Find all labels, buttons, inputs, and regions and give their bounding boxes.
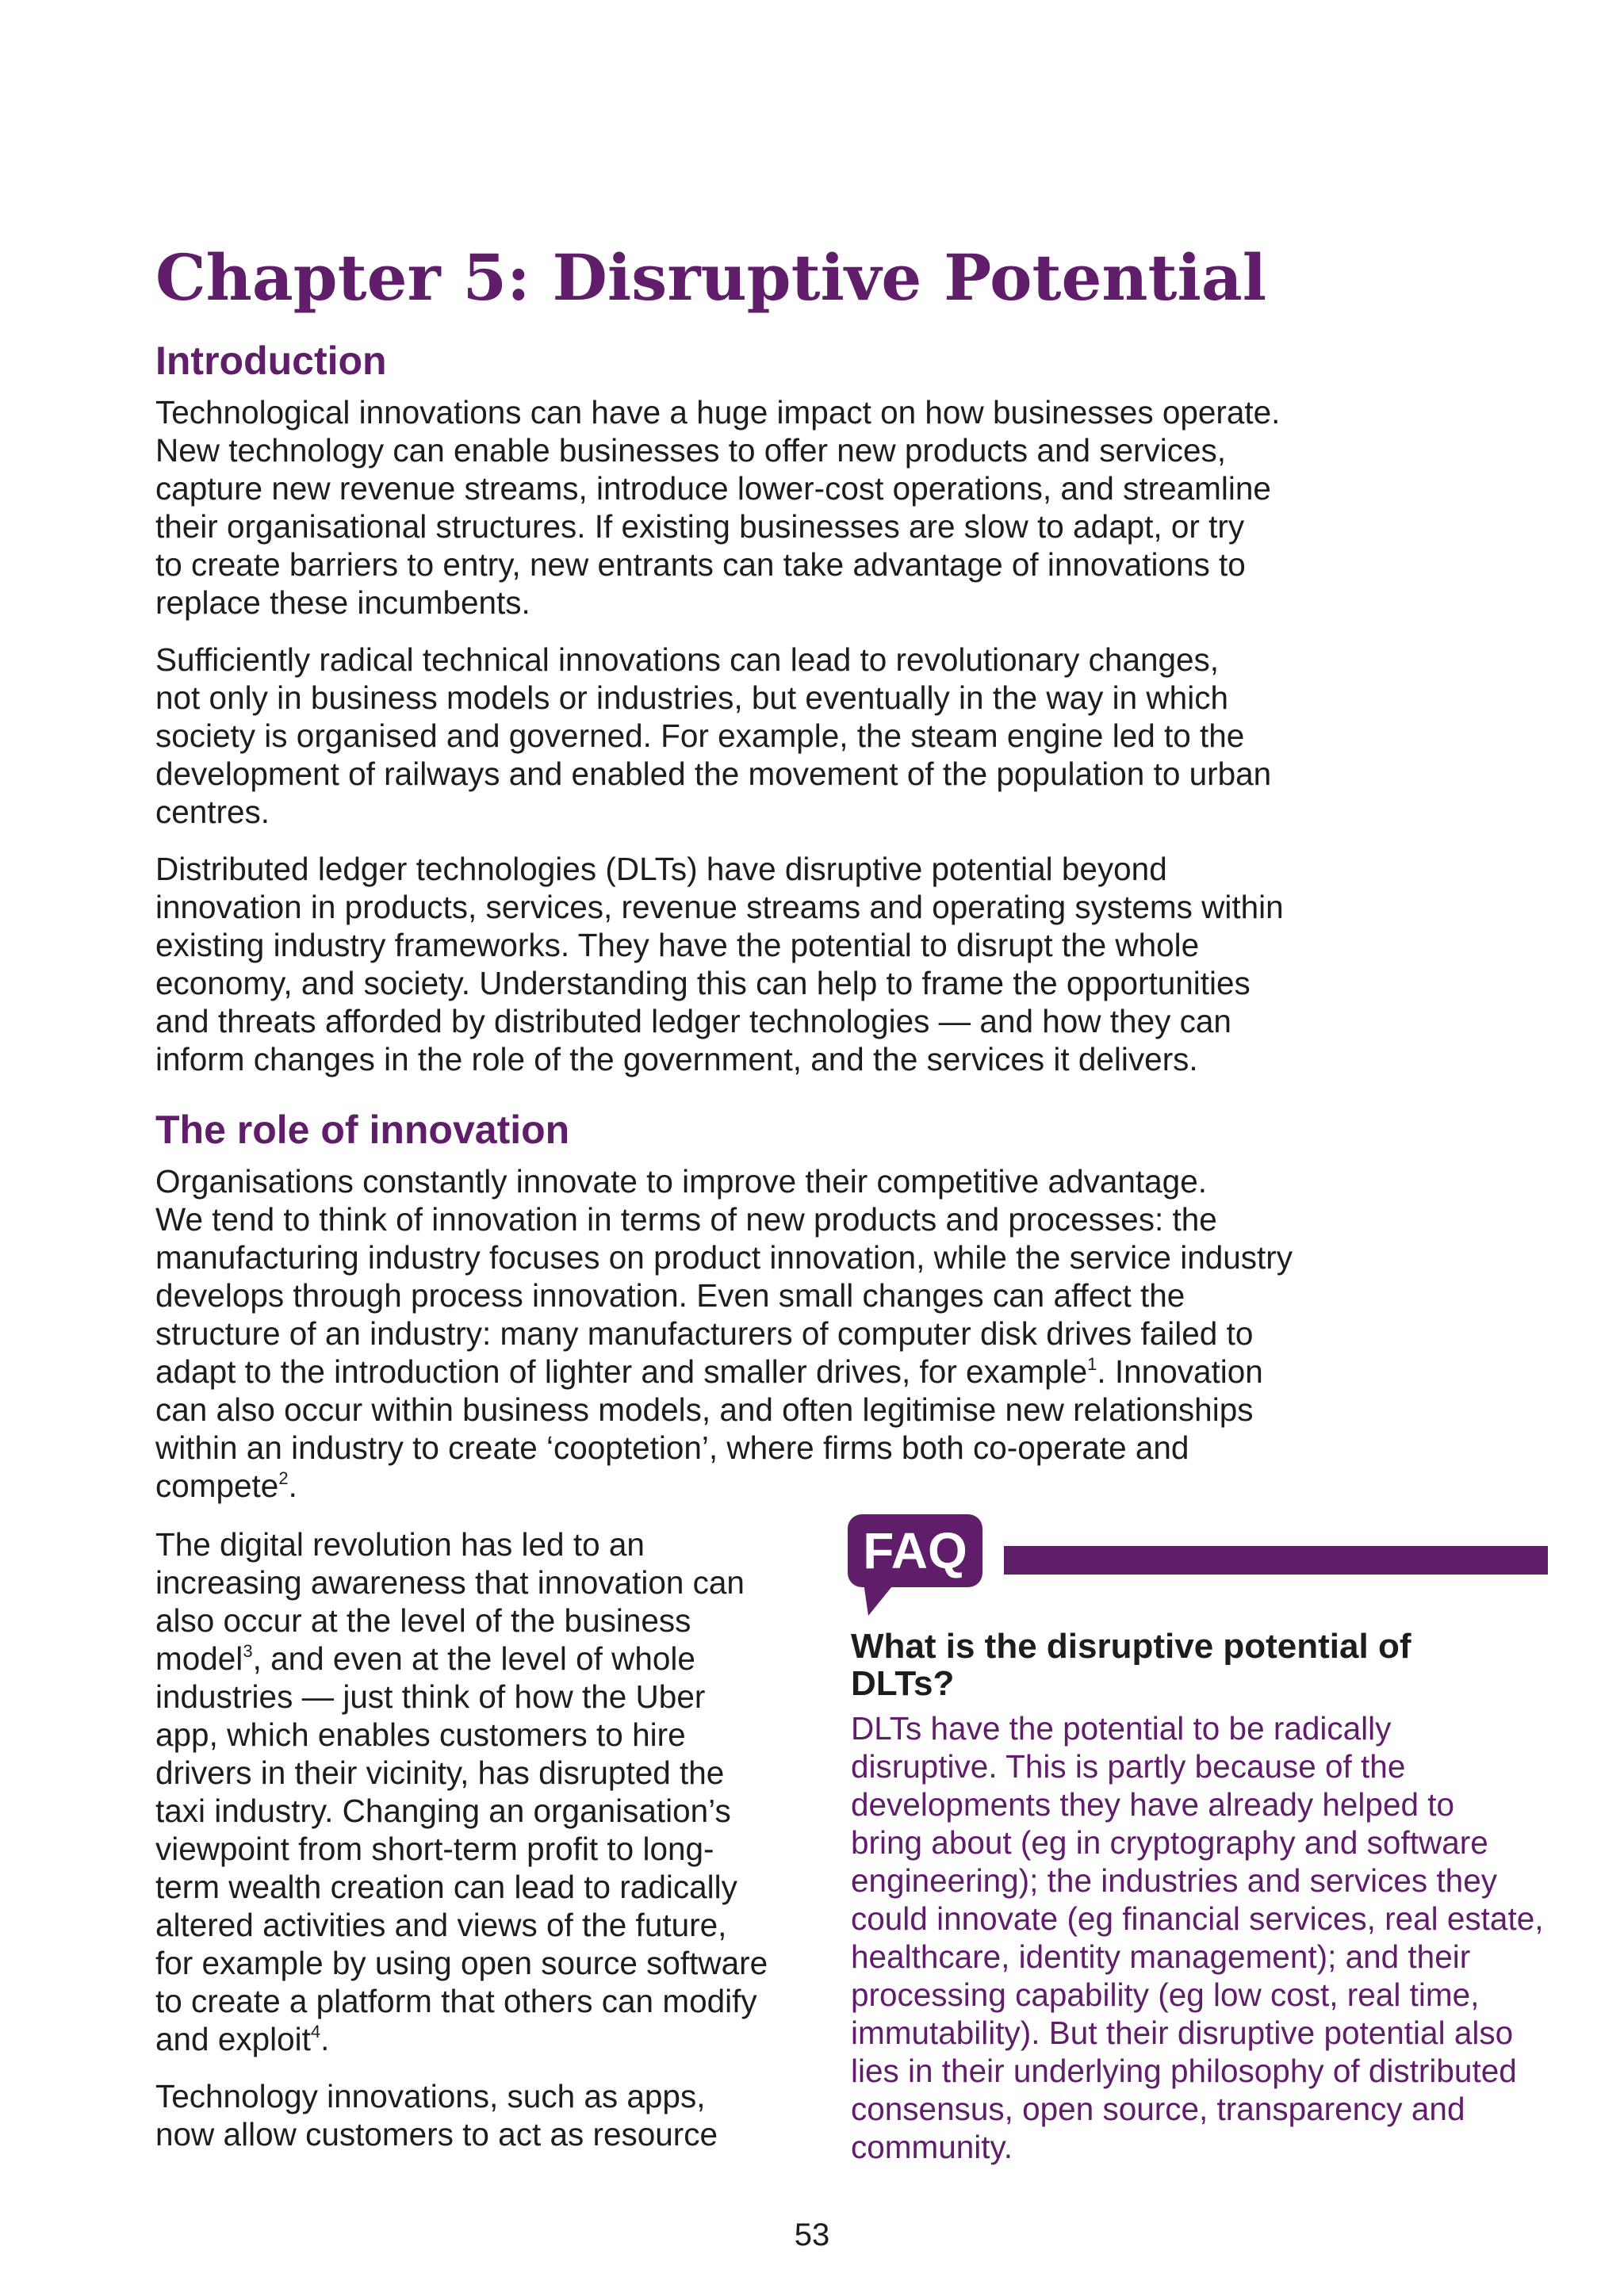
text-line: society is organised and governed. For example, the steam engine led to the bbox=[155, 718, 1245, 754]
text-line: manufacturing industry focuses on product innovation, while the service industry bbox=[155, 1239, 1293, 1276]
page-number: 53 bbox=[794, 2218, 830, 2252]
text-line: economy, and society. Understanding this can help to frame the opportunities bbox=[155, 965, 1251, 1001]
text-segment: compete bbox=[155, 1468, 279, 1504]
text-line: altered activities and views of the future, bbox=[155, 1907, 727, 1943]
faq-label: FAQ bbox=[863, 1522, 967, 1579]
text-line: for example by using open source software bbox=[155, 1945, 768, 1981]
text-segment: . Innovation bbox=[1097, 1353, 1263, 1390]
footnote-ref-1: 1 bbox=[1087, 1354, 1097, 1374]
footnote-ref-3: 3 bbox=[243, 1641, 253, 1661]
text-line: also occur at the level of the business bbox=[155, 1602, 691, 1639]
intro-paragraph-1 bbox=[155, 393, 1284, 622]
text-line: Organisations constantly innovate to improve their competitive advantage. bbox=[155, 1163, 1207, 1200]
text-line: DLTs have the potential to be radically bbox=[851, 1710, 1392, 1747]
intro-paragraph-2 bbox=[155, 641, 1284, 831]
text-line bbox=[155, 1640, 768, 1678]
faq-divider-bar bbox=[1004, 1546, 1548, 1575]
text-line: their organisational structures. If existing businesses are slow to adapt, or try bbox=[155, 508, 1245, 545]
text-line: processing capability (eg low cost, real time, bbox=[851, 1976, 1480, 2013]
text-line: lies in their underlying philosophy of distributed bbox=[851, 2053, 1517, 2089]
text-line: The digital revolution has led to an bbox=[155, 1526, 645, 1563]
text-line: healthcare, identity management); and their bbox=[851, 1938, 1471, 1975]
text-line: centres. bbox=[155, 794, 270, 830]
text-line bbox=[155, 1353, 1293, 1391]
text-line: to create barriers to entry, new entrants can take advantage of innovations to bbox=[155, 546, 1246, 583]
intro-paragraph-3 bbox=[155, 850, 1284, 1078]
text-line: drivers in their vicinity, has disrupted the bbox=[155, 1755, 725, 1791]
faq-speech-bubble-icon bbox=[848, 1514, 982, 1587]
text-line: We tend to think of innovation in terms of new products and processes: the bbox=[155, 1201, 1217, 1238]
text-line: engineering); the industries and services they bbox=[851, 1862, 1497, 1899]
text-line: Sufficiently radical technical innovations can lead to revolutionary changes, bbox=[155, 641, 1220, 678]
text-line: inform changes in the role of the government, and the services it delivers. bbox=[155, 1041, 1198, 1077]
text-line bbox=[155, 2020, 768, 2058]
text-line: developments they have already helped to bbox=[851, 1786, 1455, 1823]
role-body bbox=[155, 1162, 1293, 1505]
text-line: replace these incumbents. bbox=[155, 584, 530, 621]
text-line: structure of an industry: many manufacturers of computer disk drives failed to bbox=[155, 1315, 1254, 1352]
left-column-body bbox=[155, 1525, 768, 2153]
text-line: and threats afforded by distributed ledger technologies — and how they can bbox=[155, 1003, 1231, 1039]
text-line: term wealth creation can lead to radically bbox=[155, 1869, 737, 1905]
text-line: capture new revenue streams, introduce lower-cost operations, and streamline bbox=[155, 470, 1271, 507]
text-line: existing industry frameworks. They have the potential to disrupt the whole bbox=[155, 927, 1200, 963]
text-line: New technology can enable businesses to offer new products and services, bbox=[155, 432, 1227, 469]
role-paragraph-2 bbox=[155, 1525, 768, 2058]
text-line: disruptive. This is partly because of the bbox=[851, 1748, 1406, 1785]
text-line: community. bbox=[851, 2129, 1013, 2165]
text-segment: model bbox=[155, 1640, 243, 1677]
text-line: app, which enables customers to hire bbox=[155, 1716, 686, 1753]
footnote-ref-2: 2 bbox=[278, 1468, 289, 1488]
text-line: Distributed ledger technologies (DLTs) have disruptive potential beyond bbox=[155, 851, 1167, 887]
text-line: immutability). But their disruptive potential also bbox=[851, 2015, 1514, 2051]
text-line: can also occur within business models, and often legitimise new relationships bbox=[155, 1391, 1254, 1428]
text-line: could innovate (eg financial services, real estate, bbox=[851, 1900, 1544, 1937]
text-line: industries — just think of how the Uber bbox=[155, 1678, 706, 1715]
text-line: viewpoint from short-term profit to long- bbox=[155, 1831, 714, 1867]
text-line: not only in business models or industries, but eventually in the way in which bbox=[155, 679, 1228, 716]
text-line: DLTs? bbox=[851, 1664, 955, 1703]
intro-body bbox=[155, 393, 1284, 1078]
text-segment: . bbox=[288, 1468, 297, 1504]
text-line bbox=[155, 1467, 1293, 1505]
section-heading-introduction: Introduction bbox=[155, 339, 387, 383]
faq-question bbox=[851, 1628, 1411, 1702]
text-line: now allow customers to act as resource bbox=[155, 2116, 718, 2152]
text-line: development of railways and enabled the movement of the population to urban bbox=[155, 756, 1272, 792]
text-segment: and exploit bbox=[155, 2021, 311, 2057]
section-heading-role-of-innovation: The role of innovation bbox=[155, 1108, 570, 1152]
text-line: within an industry to create ‘cooptetion’, where firms both co-operate and bbox=[155, 1429, 1189, 1466]
text-line: taxi industry. Changing an organisation’s bbox=[155, 1793, 731, 1829]
faq-answer bbox=[851, 1709, 1543, 2166]
text-segment: , and even at the level of whole bbox=[252, 1640, 695, 1677]
chapter-title: Chapter 5: Disruptive Potential bbox=[155, 240, 1267, 315]
text-line: bring about (eg in cryptography and software bbox=[851, 1824, 1488, 1861]
text-line: Technological innovations can have a huge impact on how businesses operate. bbox=[155, 394, 1281, 430]
footnote-ref-4: 4 bbox=[310, 2022, 321, 2042]
text-segment: adapt to the introduction of lighter and smaller drives, for example bbox=[155, 1353, 1088, 1390]
text-line: consensus, open source, transparency and bbox=[851, 2091, 1465, 2127]
role-paragraph-1 bbox=[155, 1162, 1293, 1505]
text-segment: . bbox=[320, 2021, 330, 2057]
text-line: develops through process innovation. Even small changes can affect the bbox=[155, 1277, 1185, 1314]
text-line: innovation in products, services, revenue streams and operating systems within bbox=[155, 889, 1284, 925]
text-line: Technology innovations, such as apps, bbox=[155, 2078, 706, 2114]
text-line: What is the disruptive potential of bbox=[851, 1627, 1411, 1666]
text-line: to create a platform that others can modify bbox=[155, 1983, 757, 2019]
text-line: increasing awareness that innovation can bbox=[155, 1564, 745, 1601]
role-paragraph-3 bbox=[155, 2077, 768, 2153]
